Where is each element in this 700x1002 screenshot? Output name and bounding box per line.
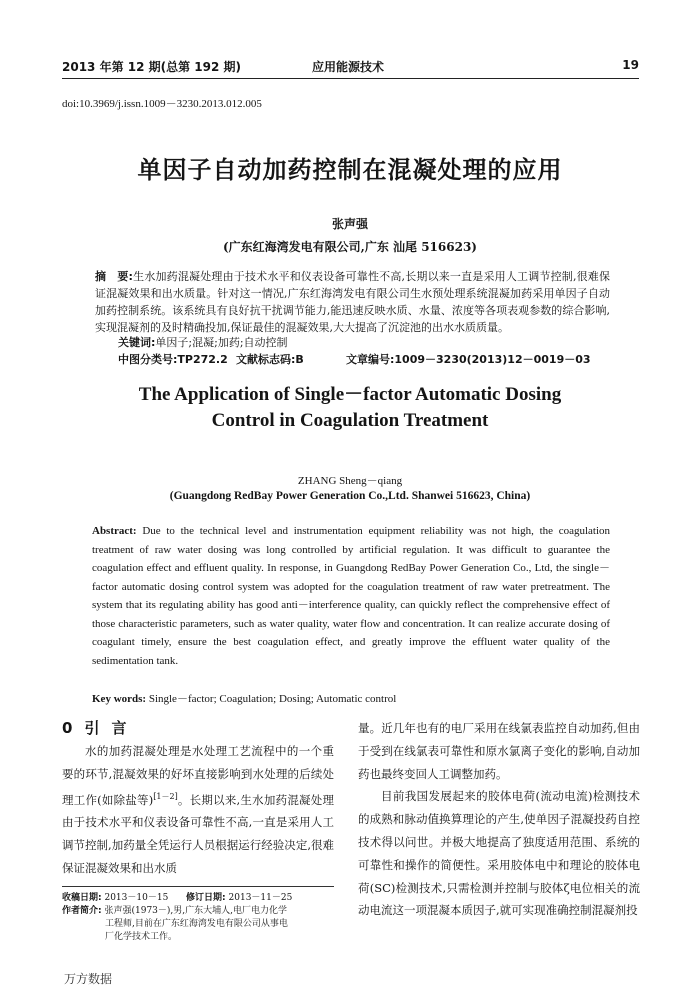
revised-label: 修订日期: <box>186 893 226 903</box>
left-p1-b: 。长期以来,生水加药混凝处理由于技术水平和仪表设备可靠性不高,一直是采用人工调节控制,加药量全凭运行人员根据运行经验决定,很难保证混凝效果和出水质 <box>62 792 334 875</box>
body-left-column <box>62 740 334 880</box>
bio-line2: 工程师,目前在广东红海湾发电有限公司从事电 <box>105 919 288 929</box>
en-title-line1: The Application of Single－factor Automatic Dosing <box>138 384 562 405</box>
en-affiliation: (Guangdong RedBay Power Generation Co.,Ltd. Shanwei 516623, China) <box>169 490 531 502</box>
bio-line3: 厂化学技术工作。 <box>105 932 178 942</box>
footnote-bio <box>62 905 338 918</box>
page-number: 19 <box>622 58 639 72</box>
cn-affiliation: (广东红海湾发电有限公司,广东 汕尾 516623) <box>223 240 477 254</box>
clc-number: 中图分类号:TP272.2 <box>118 353 228 366</box>
right-paragraph-2: 目前我国发展起来的胶体电荷(流动电流)检测技术的成熟和脉动值换算理论的产生,使单因子混凝投药自控技术得以问世。并极大地提高了独度适用范围、系统的可靠性和操作的简便性。采用胶体电中和理论的胶体电荷(SC)检测技术,只需检测并控制与胶体ζ电位相关的流动电流这一项混凝本质因子,就可实现准确控制混凝剂投 <box>358 789 640 918</box>
en-keywords <box>92 690 396 706</box>
article-number: 文章编号:1009－3230(2013)12－0019－03 <box>346 353 591 366</box>
en-abstract-label: Abstract: <box>92 525 137 537</box>
en-keywords-text: Single－factor; Coagulation; Dosing; Automatic control <box>148 693 397 705</box>
cn-keywords <box>118 334 288 350</box>
header-divider <box>62 78 639 79</box>
cn-title: 单因子自动加药控制在混凝处理的应用 <box>137 155 563 184</box>
doi: doi:10.3969/j.issn.1009－3230.2013.012.005 <box>62 98 262 110</box>
citation-ref: [1－2] <box>153 791 178 801</box>
issue-info: 2013 年第 12 期(总第 192 期) <box>62 60 242 74</box>
body-paragraph <box>62 740 334 880</box>
cn-abstract <box>95 268 610 336</box>
cn-abstract-label: 摘 要: <box>95 270 133 283</box>
en-abstract <box>92 522 610 670</box>
cn-keywords-text: 单因子;混凝;加药;自动控制 <box>155 336 288 349</box>
document-code: 文献标志码:B <box>236 353 304 366</box>
bio-label: 作者简介: <box>62 906 102 916</box>
cn-keywords-label: 关键词: <box>118 336 156 349</box>
right-paragraph-1: 量。近几年也有的电厂采用在线氯表监控自动加药,但由于受到在线氯表可靠性和原水氯离子变化的影响,自动加药也最终变回人工调整加药。 <box>358 721 640 781</box>
received-date: 2013－10－15 <box>104 893 169 903</box>
section-number: 0 <box>62 719 85 737</box>
section-title: 引言 <box>84 719 139 737</box>
section-heading <box>62 717 138 738</box>
en-author: ZHANG Sheng－qiang <box>297 475 403 487</box>
en-abstract-text: Due to the technical level and instrumentation equipment reliability was not high, the coagulation treatment of raw water dosing was long controlled by artificial regulation. It was difficult to guarantee the coagulation effect and effluent quality. In response, in Guangdong RedBay Power Generation Co., Ltd, the single－factor automatic dosing control system was adopted for the coagulation treatment of raw water pretreatment. The system that its regulating ability has good anti－interference quality, can quickly reflect the comprehensive effect of those characteristic parameters, such as water quality, water flow and concentration. It can realize accurate dosing of coagulant timely, ensure the best coagulation effect, and greatly improve the effluent water quality of the sedimentation tank. <box>92 525 611 667</box>
en-title <box>0 382 700 434</box>
body-right-column <box>358 717 640 922</box>
cn-author: 张声强 <box>331 217 368 231</box>
journal-name: 应用能源技术 <box>312 60 385 74</box>
footnote <box>62 892 338 944</box>
received-label: 收稿日期: <box>62 893 102 903</box>
cn-abstract-text: 生水加药混凝处理由于技术水平和仪表设备可靠性不高,长期以来一直是采用人工调节控制,很难保证混凝效果和出水质量。针对这一情况,广东红海湾发电有限公司生水预处理系统混凝加药采用单因子自动加药控制系统。该系统具有良好抗干扰调节能力,能迅速反映水质、水量、浓度等各项表观参数的综合影响,实现混凝剂的及时精确投加,保证最佳的混凝效果,大大提高了沉淀池的出水水质质量。 <box>95 270 610 334</box>
en-keywords-label: Key words: <box>92 693 147 705</box>
bio-line1: 张声强(1973－),男,广东大埔人,电厂电力化学 <box>104 906 287 916</box>
footnote-divider <box>62 886 334 887</box>
left-p1-a: 水的加药混凝处理是水处理工艺流程中的一个重要的环节,混凝效果的好坏直接影响到水处理的后续处理工作(如除盐等) <box>62 744 334 807</box>
en-title-line2: Control in Coagulation Treatment <box>211 410 489 431</box>
revised-date: 2013－11－25 <box>228 893 293 903</box>
footnote-dates <box>62 892 338 905</box>
watermark: 万方数据 <box>64 972 113 986</box>
